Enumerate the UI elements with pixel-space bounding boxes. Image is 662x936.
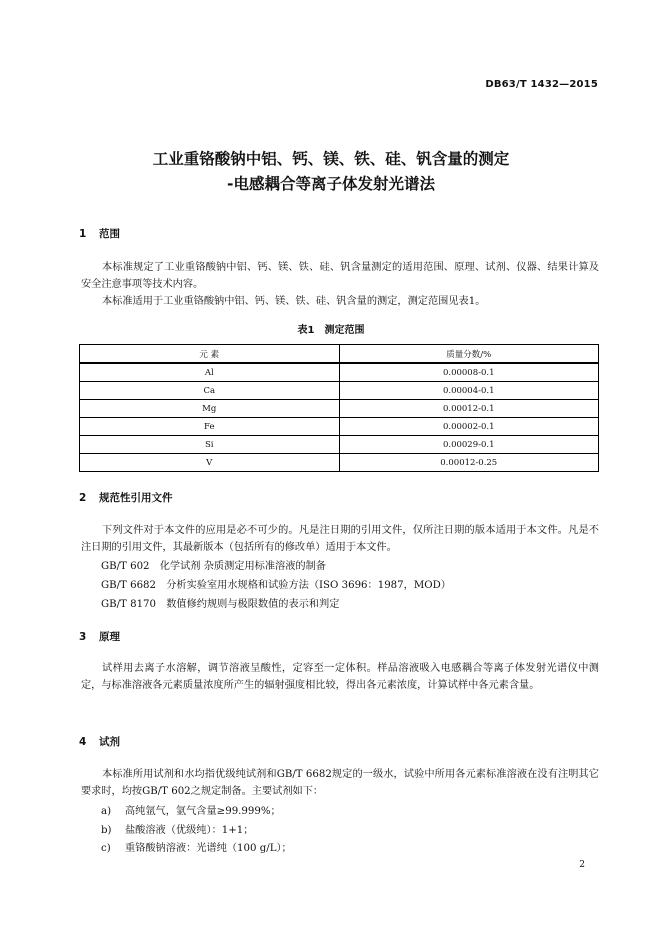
principle-paragraph: 试样用去离子水溶解，调节溶液呈酸性，定容至一定体积。样品溶液吸入电感耦合等离子体发射光谱仪中测定，与标准溶液各元素质量浓度所产生的辐射强度相比较，得出各元素浓度，计算试样中各元素含量。 — [81, 663, 599, 691]
table-cell-range: 0.00012-0.25 — [339, 454, 599, 472]
section-heading-reagents — [79, 734, 120, 749]
reagent-item — [101, 802, 281, 817]
table-cell-element: Ca — [80, 382, 340, 400]
reagents-intro-paragraph: 本标准所用试剂和水均指优级纯试剂和GB/T 6682规定的一级水，试验中所用各元素标准溶液在没有注明其它要求时，均按GB/T 602之规定制备。主要试剂如下： — [81, 769, 599, 797]
reagent-item-text: 盐酸溶液（优级纯）：1+1； — [125, 825, 254, 836]
table-caption: 表1 测定范围 — [297, 325, 365, 336]
section-title: 范围 — [99, 228, 120, 240]
reagent-item — [101, 839, 292, 854]
section-heading-principle — [79, 629, 120, 644]
table-row — [80, 363, 599, 382]
table-cell-range: 0.00004-0.1 — [339, 382, 599, 400]
table-row — [80, 382, 599, 400]
reference-item: GB/T 6682 分析实验室用水规格和试验方法（ISO 3696：1987，MOD） — [101, 580, 451, 591]
table-cell-element: Fe — [80, 418, 340, 436]
document-title-line-2: -电感耦合等离子体发射光谱法 — [227, 175, 435, 193]
reagent-item — [101, 821, 253, 836]
table-row — [80, 400, 599, 418]
section-number: 4 — [79, 736, 87, 748]
reagent-item-key: c) — [101, 843, 111, 854]
scope-paragraph-1: 本标准规定了工业重铬酸钠中铝、钙、镁、铁、硅、钒含量测定的适用范围、原理、试剂、仪器、结果计算及安全注意事项等技术内容。 — [81, 262, 599, 290]
table-cell-element: V — [80, 454, 340, 472]
section-number: 1 — [79, 228, 87, 240]
table-cell-element: Mg — [80, 400, 340, 418]
reagent-item-text: 高纯氩气，氩气含量≥99.999%； — [125, 806, 281, 817]
scope-paragraph-2: 本标准适用于工业重铬酸钠中铝、钙、镁、铁、硅、钒含量的测定，测定范围见表1。 — [102, 296, 486, 307]
table-row — [80, 418, 599, 436]
reagent-item-key: a) — [101, 806, 112, 817]
table-header-mass-fraction: 质量分数/% — [339, 345, 599, 364]
table-cell-range: 0.00029-0.1 — [339, 436, 599, 454]
section-heading-normative-references — [79, 490, 173, 505]
table-row — [80, 436, 599, 454]
reference-item: GB/T 602 化学试剂 杂质测定用标准溶液的制备 — [101, 561, 326, 572]
section-title: 原理 — [99, 631, 120, 643]
document-title-line-1: 工业重铬酸钠中铝、钙、镁、铁、硅、钒含量的测定 — [152, 150, 510, 168]
range-table — [79, 344, 599, 472]
table-cell-range: 0.00012-0.1 — [339, 400, 599, 418]
table-row — [80, 454, 599, 472]
table-cell-element: Al — [80, 363, 340, 382]
table-cell-range: 0.00002-0.1 — [339, 418, 599, 436]
table-header-row — [80, 345, 599, 364]
section-number: 3 — [79, 631, 87, 643]
references-intro-paragraph: 下列文件对于本文件的应用是必不可少的。凡是注日期的引用文件，仅所注日期的版本适用于本文件。凡是不注日期的引用文件，其最新版本（包括所有的修改单）适用于本文件。 — [81, 525, 599, 553]
document-code: DB63/T 1432—2015 — [485, 79, 598, 90]
section-heading-scope — [79, 226, 120, 241]
table-cell-element: Si — [80, 436, 340, 454]
reference-item: GB/T 8170 数值修约规则与极限数值的表示和判定 — [101, 599, 340, 610]
reagent-item-text: 重铬酸钠溶液：光谱纯（100 g/L）； — [125, 843, 292, 854]
table-header-element: 元 素 — [80, 345, 340, 364]
section-title: 试剂 — [99, 736, 120, 748]
section-title: 规范性引用文件 — [99, 492, 173, 504]
reagent-item-key: b) — [101, 825, 112, 836]
table-cell-range: 0.00008-0.1 — [339, 363, 599, 382]
section-number: 2 — [79, 492, 87, 504]
page-number: 2 — [579, 860, 585, 870]
